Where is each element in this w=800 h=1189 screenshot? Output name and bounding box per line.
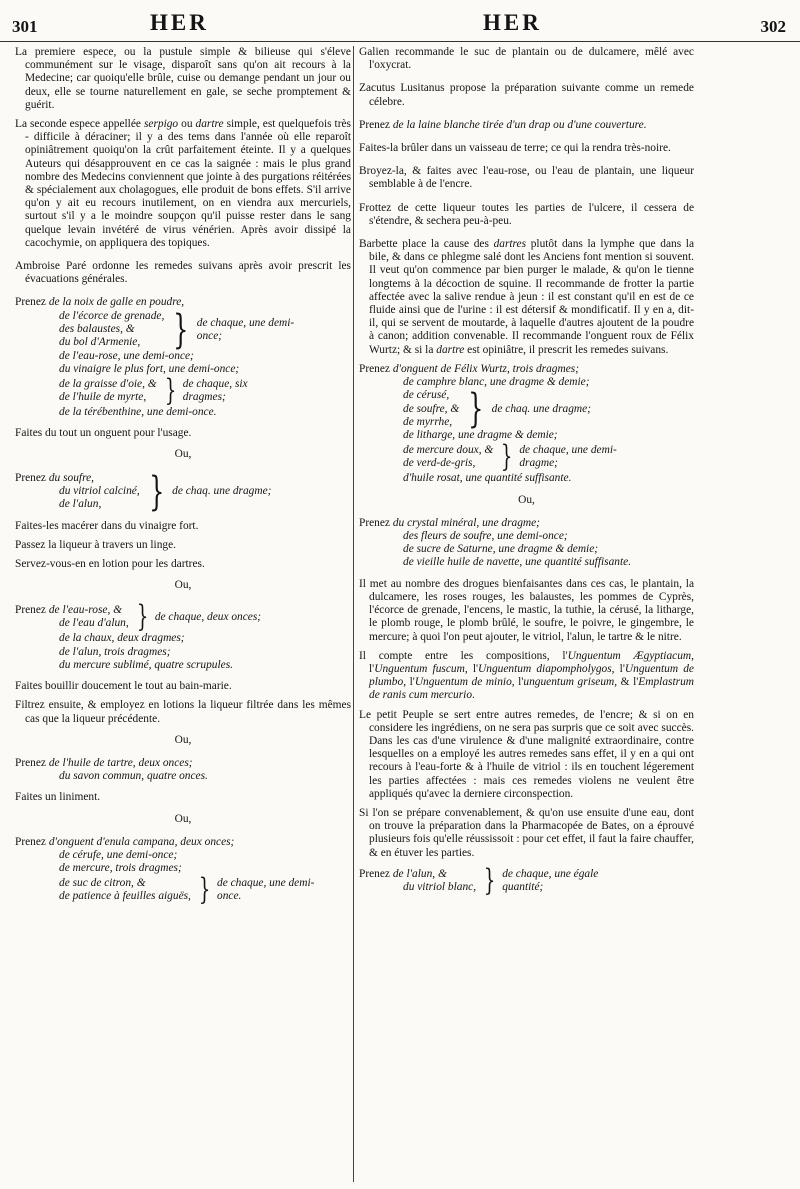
ou-separator: Ou, (174, 812, 192, 825)
brace-glyph: } (148, 468, 165, 515)
right-page-number: 302 (760, 17, 786, 36)
paragraph: Frottez de cette liqueur toutes les parties de l'ulcere, il cessera de s'étendre, & sechera peu-à-peu. (359, 201, 694, 227)
paragraph: Ambroise Paré ordonne les remedes suivans après avoir prescrit les évacuations générales. (15, 260, 351, 286)
recipe-block: Prenez d'onguent d'enula campana, deux onces; de cérufe, une demi-once; de mercure, trois dragmes; de suc de citron, & de patience à feuilles aiguës, } de chaque, une demi-once. (15, 836, 351, 906)
paragraph: La premiere espece, ou la pustule simple & bilieuse qui s'éleve communément sur le visage, disparoît sans qu'on ait recours à la Medecine; car quoiqu'elle brûle, cuise ou demange pendant un jour ou deux, elle se tourne naturellement en gale, se seche promptement & guérit. (15, 46, 351, 111)
paragraph: Faites-les macérer dans du vinaigre fort. (15, 519, 199, 532)
recipe-block (15, 468, 351, 515)
paragraph: Barbette place la cause des dartres plutôt dans la lymphe que dans la bile, & dans ce phlegme salé dont les Anciens font mention si souvent. Il veut qu'on commence par bien purger le malade, & qu'on le tienne longtems à la décoction de squine. Il recommande de frotter la partie affectée avec la salive rendue à jeun : il est constant qu'il en est de ce fluide ainsi que de l'urine : il est détersif & mondificatif. Il y en a, dit-il, qui se servent de moutarde, à laquelle d'autres ajoutent de la poudre à canon; addition convenable. Il recommande l'onguent roux de Félix Wurtz; & si la dartre est opiniâtre, il prescrit les remedes suivans. (359, 238, 694, 356)
brace-quantity: de chaque, une demi-once. (217, 877, 315, 903)
right-headword: HER (483, 10, 542, 35)
paragraph: Faites bouillir doucement le tout au bain-marie. (15, 680, 232, 693)
brace-quantity: de chaque, six dragmes; (182, 378, 248, 404)
brace-quantity: de chaque, une demi-dragme; (519, 444, 617, 470)
paragraph: Prenez de la laine blanche tirée d'un drap ou d'une couverture. (359, 118, 647, 131)
brace-quantity: de chaq. une dragme; (172, 485, 272, 498)
ingredient-group: de l'écorce de grenade, des balaustes, & du bol d'Armenie, } de chaque, une demi-once; (15, 310, 351, 350)
ingredient-group: Prenez de l'eau-rose, & de l'eau d'alun, } de chaque, deux onces; (15, 602, 351, 632)
left-column (15, 46, 351, 1182)
paragraph: Faites-la brûler dans un vaisseau de terre; ce qui la rendra très-noire. (359, 142, 671, 155)
running-head (0, 6, 800, 42)
brace-glyph: } (136, 599, 149, 635)
paragraph: Faites un liniment. (15, 791, 101, 804)
brace-quantity: de chaque, une demi-once; (196, 316, 295, 342)
recipe-block: Prenez du crystal minéral, une dragme; des fleurs de soufre, une demi-once; de sucre de Saturne, une dragme & demie; de vieille huile de navette, une quantité suffisante. (359, 516, 632, 569)
recipe-block: Prenez d'onguent de Félix Wurtz, trois dragmes; de camphre blanc, une dragme & demie; de cérusé, de soufre, & de myrrhe, } de chaq. une dragme; de litharge, une dragme & demie; de mercure doux, & de verd-de-gris, } de chaque, une demi-dragme; d'huile rosat, une quantité suffisante. (359, 363, 694, 486)
ingredient-group: de la graisse d'oie, & de l'huile de myrte, } de chaque, six dragmes; (15, 376, 351, 406)
column-divider (353, 46, 354, 1182)
ingredient-group: de mercure doux, & de verd-de-gris, } de chaque, une demi-dragme; (359, 442, 694, 472)
brace-quantity: de chaq. une dragme; (491, 402, 591, 415)
ingredient-group: de suc de citron, & de patience à feuilles aiguës, } de chaque, une demi-once. (15, 875, 351, 905)
ou-separator: Ou, (174, 579, 192, 592)
paragraph: Il compte entre les compositions, l'Unguentum Ægyptiacum, l'Unguentum fuscum, l'Unguentum diapompholygos, l'Unguentum de plumbo, l'Unguentum de minio, l'unguentum griseum, & l'Emplastrum de ranis cum mercurio. (359, 649, 694, 702)
paragraph: Servez-vous-en en lotion pour les dartres. (15, 558, 205, 571)
ou-separator: Ou, (174, 448, 192, 461)
ingredient-group: Prenez de l'alun, & du vitriol blanc, } de chaque, une égale quantité; (359, 866, 694, 896)
paragraph: Galien recommande le suc de plantain ou de dulcamere, mêlé avec l'oxycrat. (359, 46, 694, 72)
brace-glyph: } (501, 439, 513, 475)
right-column (359, 46, 694, 1182)
brace-glyph: } (198, 872, 211, 908)
recipe-block: Prenez de la noix de galle en poudre, de l'écorce de grenade, des balaustes, & du bol d'Armenie, } de chaque, une demi-once; de l'eau-rose, une demi-once; du vinaigre le plus fort, une demi-once; de la graisse d'oie, & de l'huile de myrte, } de chaque, six dragmes; de la térébenthine, une demi-once. (15, 296, 351, 419)
left-headword: HER (150, 10, 209, 35)
paragraph: Il met au nombre des drogues bienfaisantes dans ces cas, le plantain, la dulcamere, les roses rouges, les balaustes, les pommes de Cyprès, l'écorce de grenade, l'encens, le mastic, la tuthie, la cérusé, la litharge, le plomb rouge, le plomb brûlé, le soufre, le poivre, le gingembre, le mercure; à quoi l'on peut ajouter, le vitriol, l'alun, le tartre & le nitre. (359, 577, 694, 643)
recipe-block (359, 862, 694, 898)
ou-separator: Ou, (518, 493, 535, 506)
ingredient-group: de cérusé, de soufre, & de myrrhe, } de chaq. une dragme; (359, 389, 694, 429)
paragraph: Passez la liqueur à travers un linge. (15, 538, 176, 551)
brace-glyph: } (164, 373, 176, 409)
recipe-block: Prenez de l'eau-rose, & de l'eau d'alun, } de chaque, deux onces; de la chaux, deux dragmes; de l'alun, trois dragmes; du mercure sublimé, quatre scrupules. (15, 602, 351, 672)
brace-glyph: } (468, 386, 484, 433)
brace-quantity: de chaque, deux onces; (154, 610, 262, 623)
brace-glyph: } (173, 306, 189, 353)
left-page-number: 301 (12, 17, 38, 36)
paragraph: Le petit Peuple se sert entre autres remedes, de l'encre; & si on en considere les ingrédiens, on ne sera pas surpris que ce soit avec succès. Dans les cas d'une virulence & d'une malignité extraordinaire, contre lesquelles on a employé les autres remedes sans effet, il y en a qui ont recours à l'eau-forte & à l'huile de vitriol : ils en touchent légerement les parties affectées : mais ces remedes violens ne veulent être appliqués qu'avec la derniere circonspection. (359, 708, 694, 800)
paragraph: Zacutus Lusitanus propose la préparation suivante comme un remede célebre. (359, 82, 694, 108)
brace-quantity: de chaque, une égale quantité; (502, 867, 599, 893)
ou-separator: Ou, (174, 733, 192, 746)
paragraph: Faites du tout un onguent pour l'usage. (15, 427, 192, 440)
paragraph: Filtrez ensuite, & employez en lotions la liqueur filtrée dans les mêmes cas que la liqueur précédente. (15, 699, 351, 725)
paragraph: La seconde espece appellée serpigo ou dartre simple, est quelquefois très - difficile à déraciner; il y a des tems dans l'année où elle reparoît opiniâtrement quoiqu'on la crût parfaitement éteinte. Il y a quelques Auteurs qui désapprouvent en ce cas la saignée : mais le plus grand nombre des Medecins conviennent que jointe à des purgations réitérées & spécialement aux cholagogues, elle produit de bons effets. S'il arrive qu'on y ait eu recours inutilement, on en viendra aux mercuriels, surtout s'il y a le moindre soupçon qu'il puisse rester dans le sang quelque levain invétéré de virus vénérien. Après avoir dissipé la cacochymie, on appliquera des topiques. (15, 118, 351, 249)
brace-glyph: } (483, 862, 496, 898)
paragraph: Si l'on se prépare convenablement, & qu'on use ensuite d'une eau, dont on trouve la préparation dans la Pharmacopée de Bates, on a éprouvé plusieurs fois qu'elle réussissoit : pour cet effet, il faut la faire chauffer, & en étuver les parties. (359, 806, 694, 859)
ingredient-group: Prenez du soufre, du vitriol calciné, de l'alun, } de chaq. une dragme; (15, 472, 351, 512)
recipe-block: Prenez de l'huile de tartre, deux onces; du savon commun, quatre onces. (15, 756, 208, 783)
paragraph: Broyez-la, & faites avec l'eau-rose, ou l'eau de plantain, une liqueur semblable à de l'encre. (359, 165, 694, 191)
